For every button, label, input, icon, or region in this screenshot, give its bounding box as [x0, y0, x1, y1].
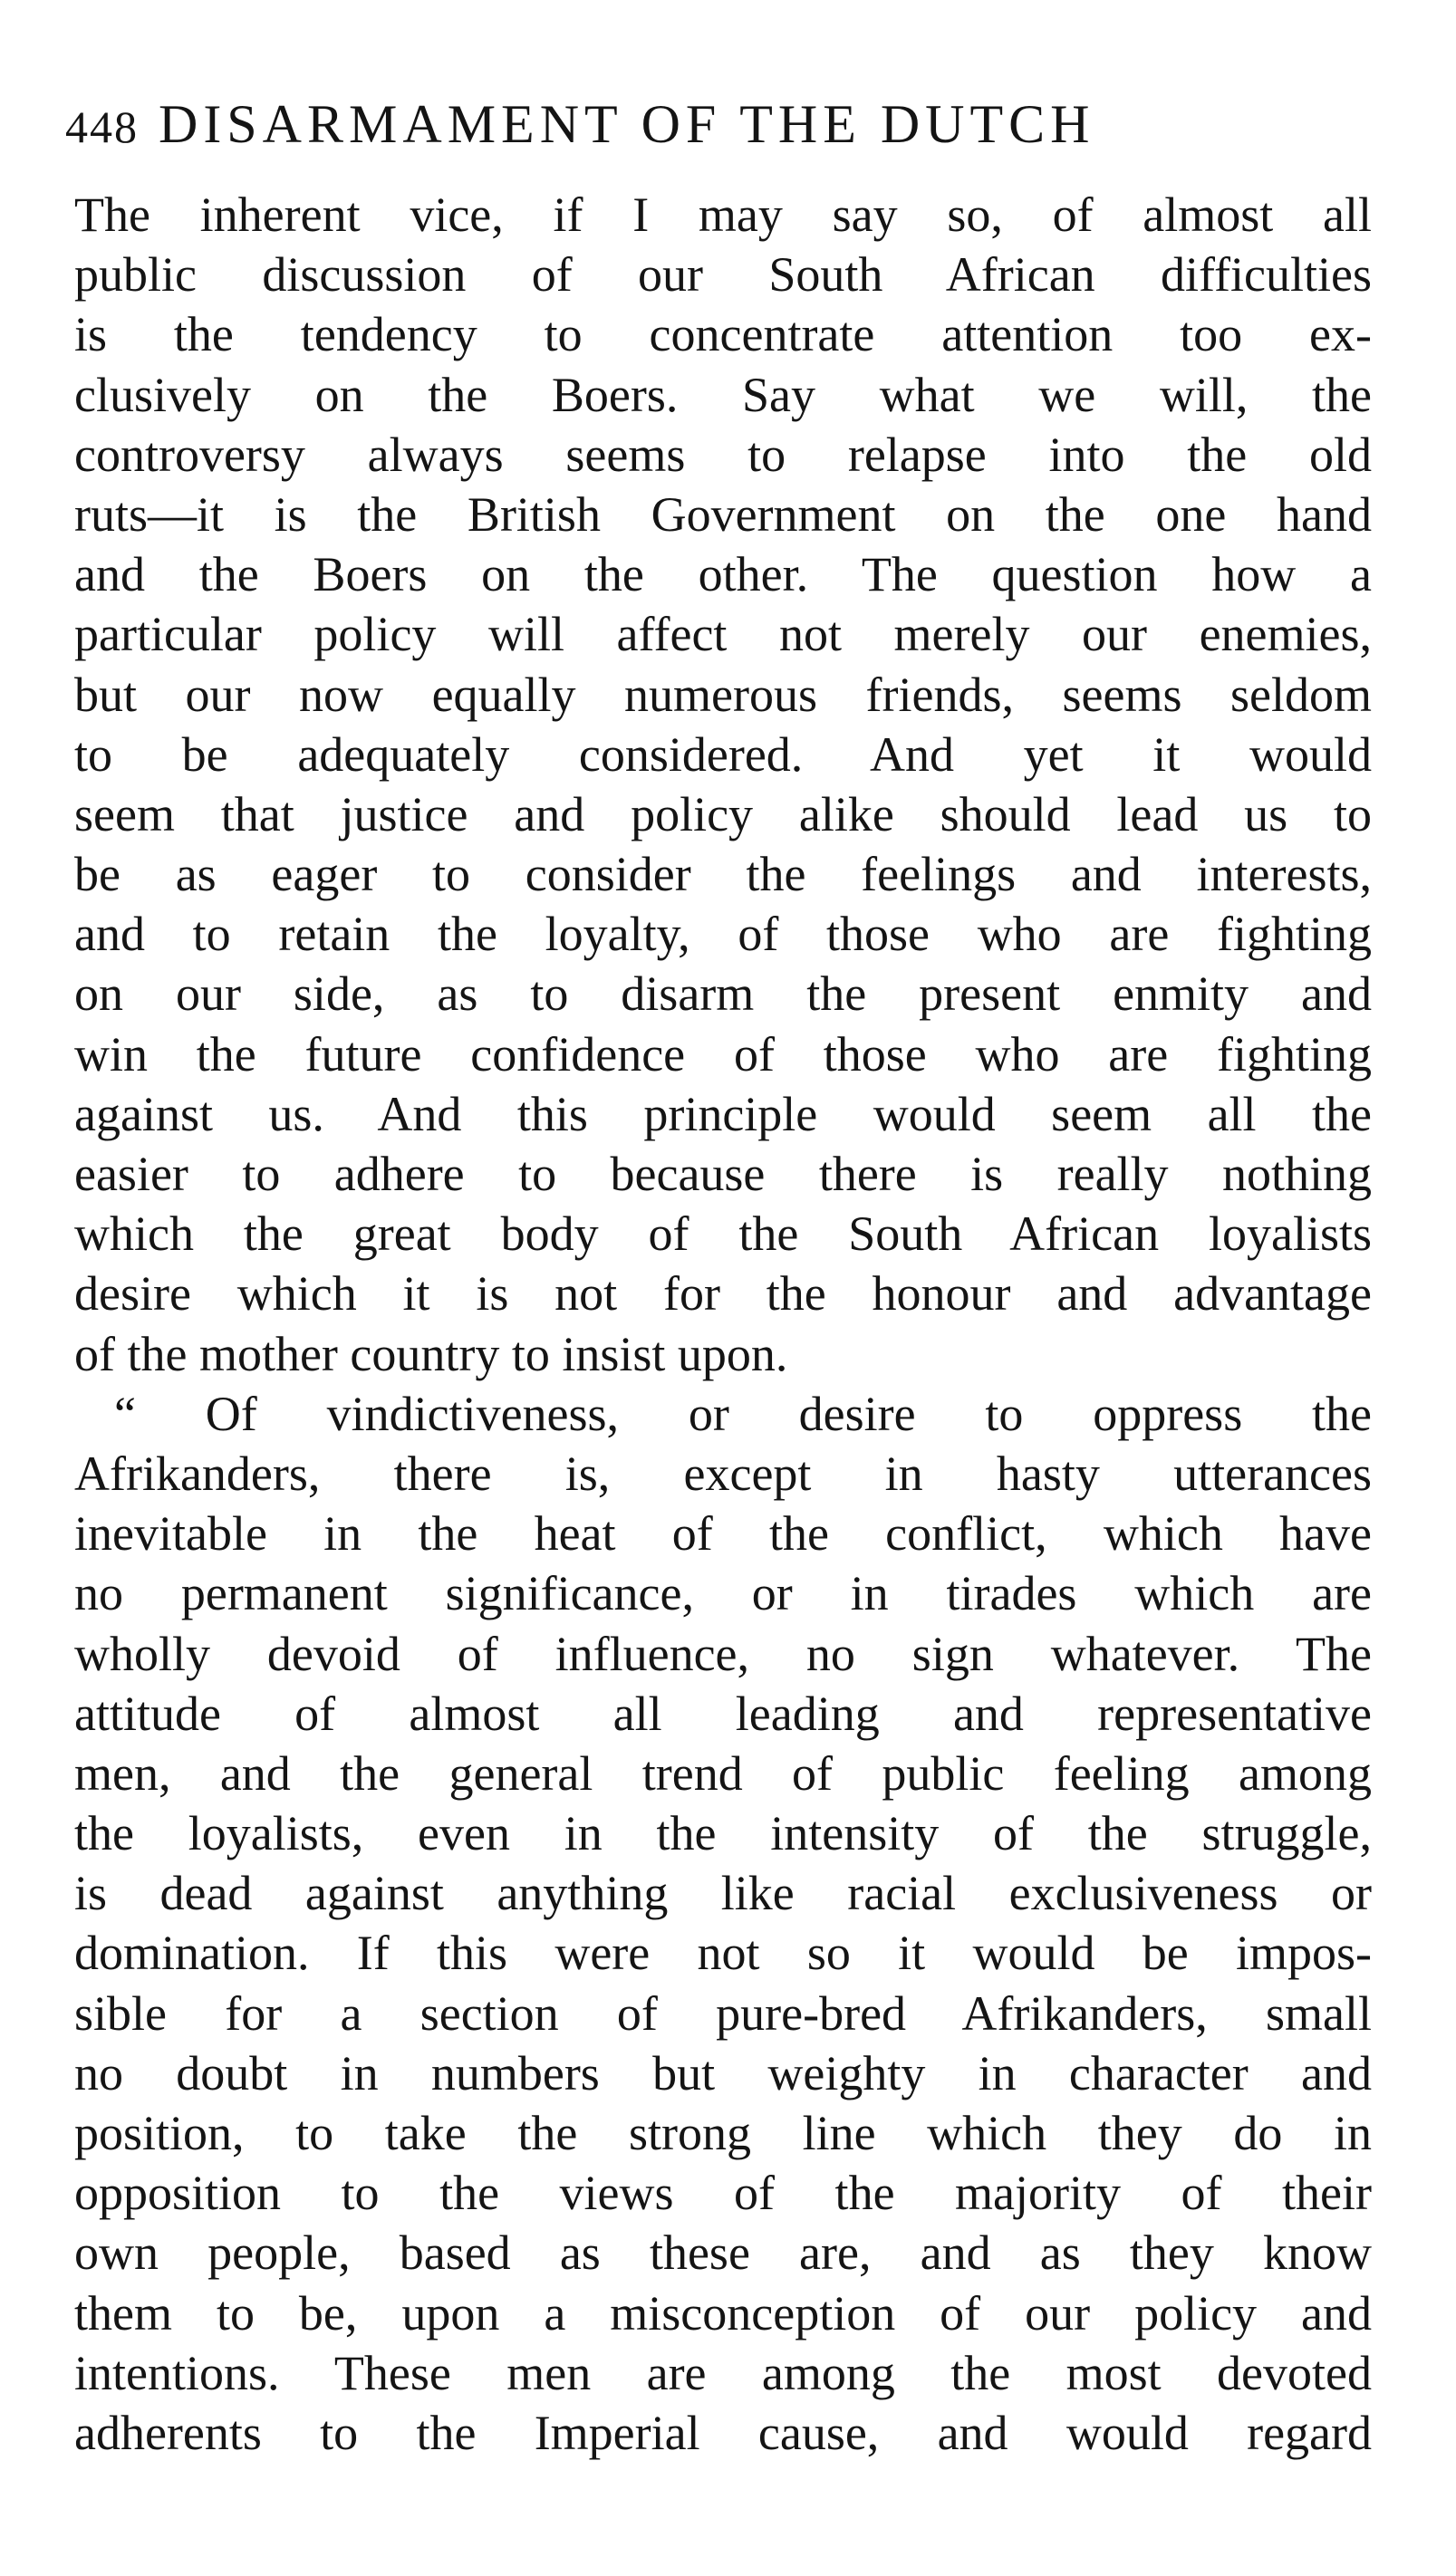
- text-line: to be adequately considered. And yet it would: [74, 726, 1372, 782]
- text-line: The inherent vice, if I may say so, of almost all: [74, 187, 1372, 242]
- text-line: own people, based as these are, and as they know: [74, 2225, 1372, 2281]
- text-line: of the mother country to insist upon.: [74, 1326, 788, 1381]
- text-line: Afrikanders, there is, except in hasty utterances: [74, 1446, 1372, 1501]
- text-line: position, to take the strong line which they do in: [74, 2106, 1372, 2160]
- text-line: controversy always seems to relapse into the old: [74, 427, 1372, 482]
- text-line: “ Of vindictiveness, or desire to oppress the: [114, 1386, 1372, 1441]
- text-line: no permanent significance, or in tirades which are: [74, 1566, 1372, 1621]
- text-line: wholly devoid of influence, no sign whatever. The: [74, 1626, 1372, 1681]
- text-line: adherents to the Imperial cause, and would regard: [74, 2405, 1372, 2460]
- text-line: attitude of almost all leading and representative: [74, 1686, 1372, 1741]
- running-head: [65, 83, 1370, 165]
- text-line: domination. If this were not so it would be impos-: [74, 1926, 1372, 1981]
- text-line: no doubt in numbers but weighty in character and: [74, 2045, 1372, 2100]
- text-line: particular policy will affect not merely our enemies,: [74, 607, 1372, 662]
- text-line: and the Boers on the other. The question how a: [74, 547, 1372, 602]
- text-line: men, and the general trend of public feeling among: [74, 1745, 1372, 1801]
- text-line: but our now equally numerous friends, seems seldom: [74, 667, 1372, 722]
- body-text: [74, 185, 1372, 2463]
- text-line: public discussion of our South African difficulties: [74, 247, 1372, 303]
- text-line: win the future confidence of those who are fighting: [74, 1026, 1372, 1081]
- text-line: opposition to the views of the majority of their: [74, 2166, 1372, 2221]
- page-number: 448: [65, 101, 139, 152]
- text-line: is dead against anything like racial exclusiveness or: [74, 1866, 1372, 1921]
- text-line: ruts—it is the British Government on the one hand: [74, 486, 1372, 542]
- text-line: inevitable in the heat of the conflict, which have: [74, 1506, 1372, 1562]
- text-line: desire which it is not for the honour and advantage: [74, 1266, 1372, 1322]
- text-line: seem that justice and policy alike should lead us to: [74, 786, 1372, 841]
- text-line: them to be, upon a misconception of our policy and: [74, 2285, 1372, 2341]
- text-line: be as eager to consider the feelings and interests,: [74, 847, 1372, 902]
- text-line: against us. And this principle would seem all the: [74, 1086, 1372, 1141]
- text-line: is the tendency to concentrate attention too ex-: [74, 307, 1372, 362]
- text-line: sible for a section of pure-bred Afrikanders, small: [74, 1985, 1372, 2041]
- text-line: which the great body of the South African loyalists: [74, 1206, 1372, 1262]
- text-line: on our side, as to disarm the present enmity and: [74, 966, 1372, 1022]
- paragraph: [74, 185, 1372, 1384]
- text-line: intentions. These men are among the most devoted: [74, 2345, 1372, 2400]
- text-line: clusively on the Boers. Say what we will, the: [74, 367, 1372, 422]
- text-line: and to retain the loyalty, of those who are fighting: [74, 907, 1372, 962]
- text-line: the loyalists, even in the intensity of the struggle,: [74, 1806, 1372, 1861]
- text-line: easier to adhere to because there is really nothing: [74, 1147, 1372, 1201]
- running-title: DISARMAMENT OF THE DUTCH: [159, 94, 1095, 154]
- paragraph: [74, 1384, 1372, 2463]
